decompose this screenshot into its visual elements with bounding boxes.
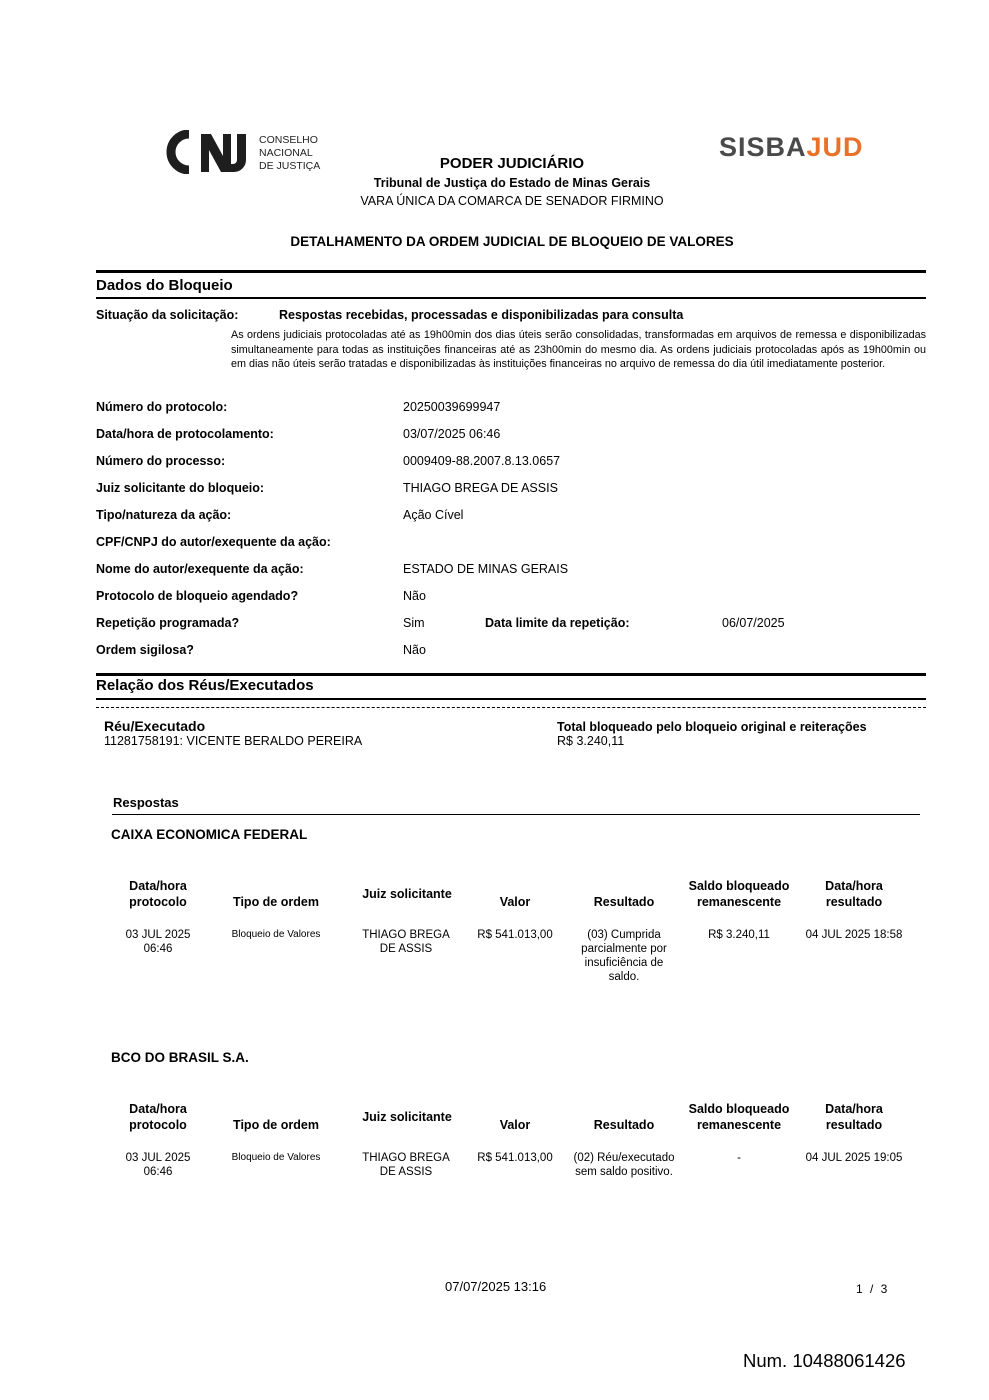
field-value-data-protocolamento: 03/07/2025 06:46 [403, 427, 501, 441]
td-valor: R$ 541.013,00 [477, 929, 553, 941]
situacao-note: As ordens judiciais protocoladas até as 19h00min dos dias úteis serão consolidadas, transformadas em arquivos de remessa e disponibilizadas simultaneamente para todas as instituições financeiras até as 23h00min do mesmo dia. As ordens judiciais protocoladas após as 19h00min ou em dias não úteis serão tratadas e disponibilizadas às instituições financeiras no arquivo de remessa do dia útil imediatamente posterior. [231, 329, 926, 371]
bank-name-caixa: CAIXA ECONOMICA FEDERAL [111, 827, 308, 842]
th-saldo: Saldo bloqueado remanescente [688, 879, 790, 909]
field-label-sigilosa: Ordem sigilosa? [96, 643, 194, 657]
td-data-resultado: 04 JUL 2025 18:58 [805, 929, 903, 941]
td-saldo: - [737, 1152, 741, 1164]
dashed-divider [96, 707, 926, 708]
th-juiz: Juiz solicitante [362, 1110, 452, 1124]
field-value-nome-autor: ESTADO DE MINAS GERAIS [403, 562, 569, 576]
td-tipo-ordem: Bloqueio de Valores [231, 929, 321, 940]
total-bloqueado-header: Total bloqueado pelo bloqueio original e reiterações [557, 720, 867, 734]
section-title-reus: Relação dos Réus/Executados [96, 677, 314, 694]
th-valor: Valor [499, 895, 531, 909]
header-tribunal: Tribunal de Justiça do Estado de Minas Gerais [373, 176, 651, 190]
field-label-data-protocolamento: Data/hora de protocolamento: [96, 427, 274, 441]
td-resultado: (02) Réu/executado sem saldo positivo. [573, 1152, 675, 1178]
footer-page-number: 1 / 3 [856, 1282, 888, 1296]
td-juiz: THIAGO BREGA DE ASSIS [362, 929, 450, 955]
reu-value: 11281758191: VICENTE BERALDO PEREIRA [104, 734, 363, 748]
field-value-juiz: THIAGO BREGA DE ASSIS [403, 481, 558, 495]
field-value-agendado: Não [403, 589, 426, 603]
data-limite-value: 06/07/2025 [722, 616, 785, 630]
field-value-tipo-acao: Ação Cível [403, 508, 464, 522]
th-valor: Valor [499, 1118, 531, 1132]
th-tipo-ordem: Tipo de ordem [233, 1118, 319, 1132]
section-rule-top [96, 270, 926, 273]
respostas-rule [112, 814, 920, 815]
situacao-label: Situação da solicitação: [96, 308, 239, 322]
document-number: Num. 10488061426 [743, 1350, 906, 1371]
field-label-protocolo: Número do protocolo: [96, 400, 228, 414]
section-rule-bottom [96, 297, 926, 299]
td-data-protocolo: 03 JUL 2025 06:46 [125, 929, 191, 955]
document-title: DETALHAMENTO DA ORDEM JUDICIAL DE BLOQUEIO DE VALORES [290, 234, 734, 249]
field-label-tipo-acao: Tipo/natureza da ação: [96, 508, 232, 522]
header-vara: VARA ÚNICA DA COMARCA DE SENADOR FIRMINO [360, 194, 664, 208]
th-resultado: Resultado [593, 1118, 655, 1132]
field-label-agendado: Protocolo de bloqueio agendado? [96, 589, 299, 603]
field-label-repeticao: Repetição programada? [96, 616, 240, 630]
sisbajud-logo: SISBAJUD [719, 132, 864, 162]
situacao-value: Respostas recebidas, processadas e disponibilizadas para consulta [279, 308, 684, 322]
field-value-processo: 0009409-88.2007.8.13.0657 [403, 454, 561, 468]
respostas-title: Respostas [113, 795, 179, 810]
field-label-cpf-autor: CPF/CNPJ do autor/exequente da ação: [96, 535, 331, 549]
reus-rule-bottom [96, 698, 926, 700]
td-juiz: THIAGO BREGA DE ASSIS [362, 1152, 450, 1178]
th-resultado: Resultado [593, 895, 655, 909]
footer-datetime: 07/07/2025 13:16 [445, 1279, 547, 1294]
td-resultado: (03) Cumprida parcialmente por insuficiência de saldo. [581, 929, 667, 983]
bank-name-bb: BCO DO BRASIL S.A. [111, 1050, 249, 1065]
th-juiz: Juiz solicitante [362, 887, 452, 901]
data-limite-label: Data limite da repetição: [485, 616, 630, 630]
reus-rule-top [96, 673, 926, 676]
section-title-bloqueio: Dados do Bloqueio [96, 277, 233, 294]
field-value-sigilosa: Não [403, 643, 426, 657]
field-label-processo: Número do processo: [96, 454, 226, 468]
th-tipo-ordem: Tipo de ordem [233, 895, 319, 909]
total-bloqueado-value: R$ 3.240,11 [557, 734, 625, 748]
td-saldo: R$ 3.240,11 [708, 929, 770, 941]
td-tipo-ordem: Bloqueio de Valores [231, 1152, 321, 1163]
header-poder: PODER JUDICIÁRIO [439, 155, 585, 172]
th-data-protocolo: Data/hora protocolo [129, 879, 187, 909]
th-data-protocolo: Data/hora protocolo [129, 1102, 187, 1132]
th-saldo: Saldo bloqueado remanescente [688, 1102, 790, 1132]
reu-header: Réu/Executado [104, 718, 206, 734]
td-data-protocolo: 03 JUL 2025 06:46 [125, 1152, 191, 1178]
th-data-resultado: Data/hora resultado [825, 879, 883, 909]
field-label-nome-autor: Nome do autor/exequente da ação: [96, 562, 304, 576]
field-value-repeticao: Sim [403, 616, 425, 630]
td-valor: R$ 541.013,00 [477, 1152, 553, 1164]
cnj-logo-text: CONSELHO NACIONAL DE JUSTIÇA [259, 134, 321, 172]
field-value-protocolo: 20250039699947 [403, 400, 501, 414]
td-data-resultado: 04 JUL 2025 19:05 [805, 1152, 903, 1164]
th-data-resultado: Data/hora resultado [825, 1102, 883, 1132]
field-label-juiz: Juiz solicitante do bloqueio: [96, 481, 265, 495]
